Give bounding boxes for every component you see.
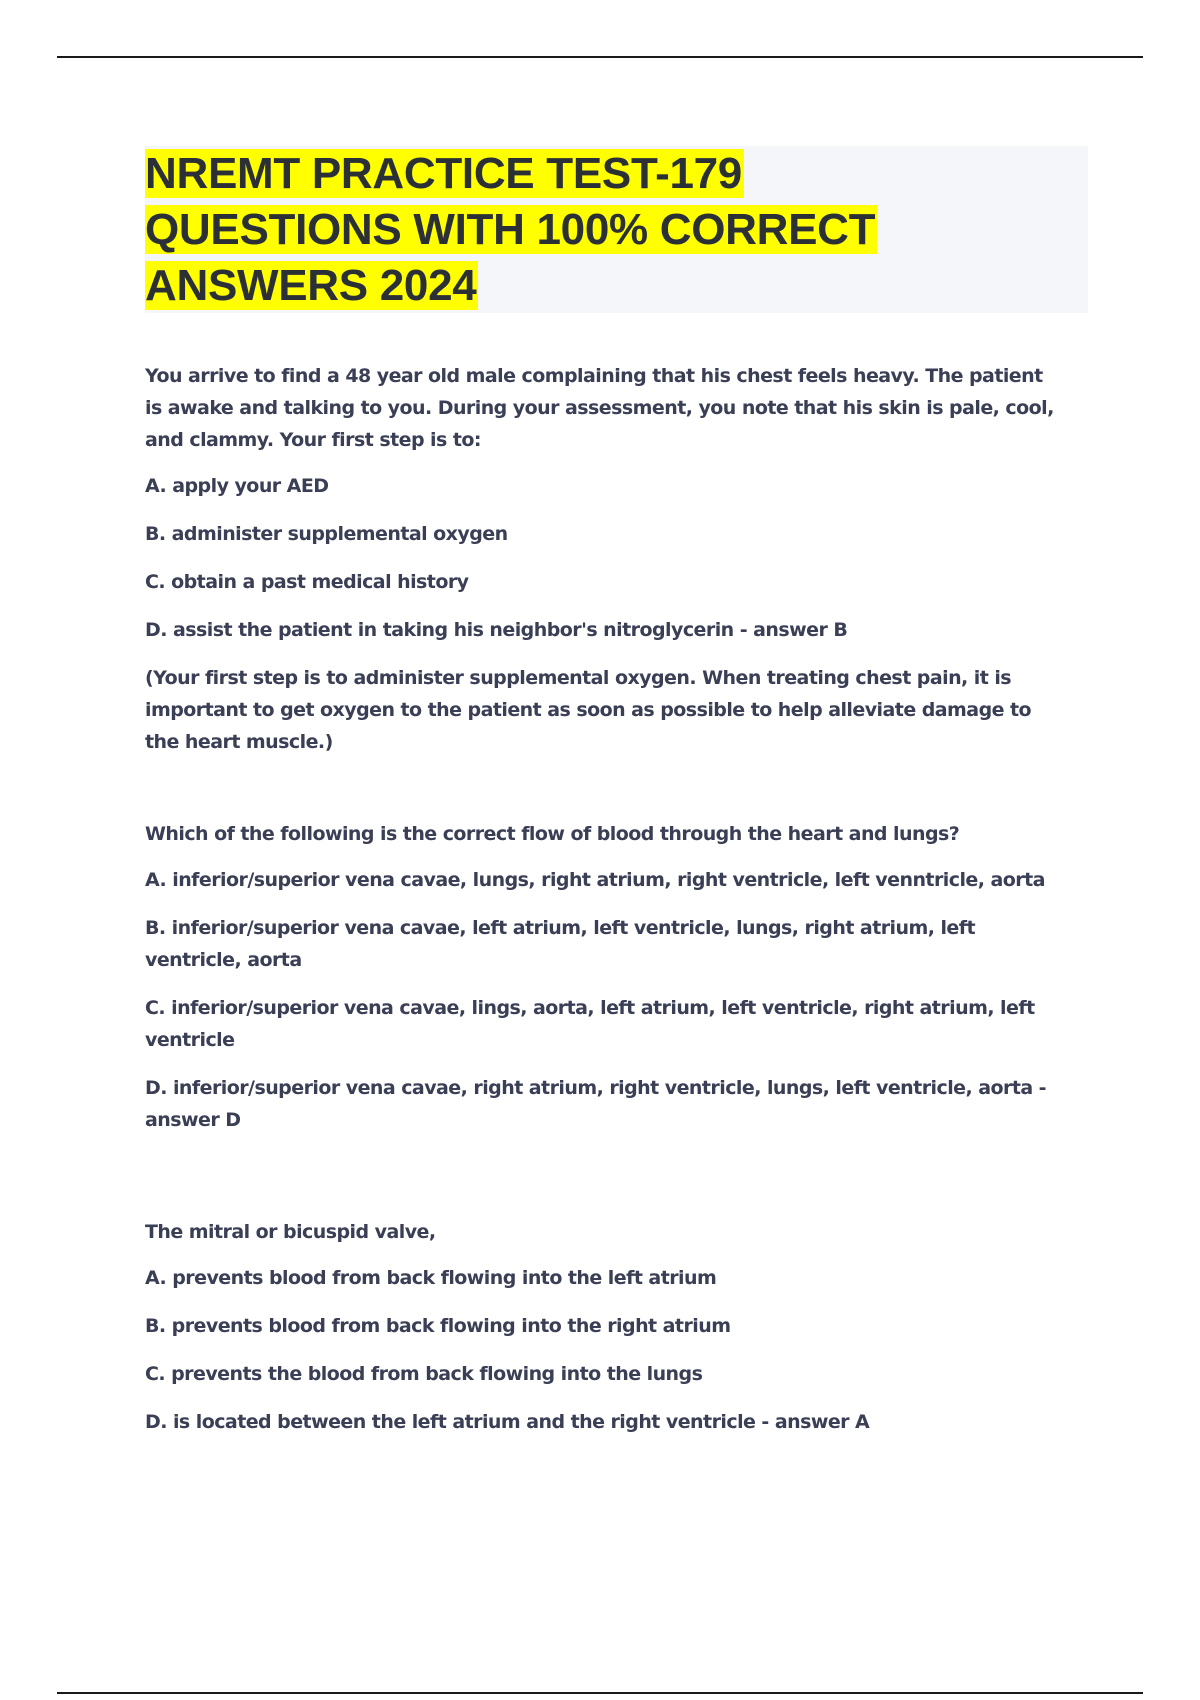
question-text: You arrive to find a 48 year old male complaining that his chest feels heavy. The patient is awake and talking to you. During your assessment, you note that his skin is pale, cool, and clammy. Your first step is to: (145, 365, 1054, 451)
spacer (145, 1152, 1065, 1216)
title-line-3: ANSWERS 2024 (145, 261, 477, 310)
question-3 (145, 1216, 1065, 1438)
option-c: C. inferior/superior vena cavae, lings, aorta, left atrium, left ventricle, right atrium, left ventricle (145, 997, 1035, 1051)
option-d: D. inferior/superior vena cavae, right atrium, right ventricle, lungs, left ventricle, aorta - answer D (145, 1077, 1047, 1131)
question-text: The mitral or bicuspid valve, (145, 1221, 436, 1243)
answer-explanation: (Your first step is to administer supplemental oxygen. When treating chest pain, it is important to get oxygen to the patient as soon as possible to help alleviate damage to the heart muscle.) (145, 667, 1032, 753)
footer-rule (57, 1692, 1143, 1694)
option-d: D. is located between the left atrium and the right ventricle - answer A (145, 1411, 870, 1433)
option-b: B. prevents blood from back flowing into the right atrium (145, 1315, 731, 1337)
title-line-2: QUESTIONS WITH 100% CORRECT (145, 205, 876, 254)
option-d: D. assist the patient in taking his neighbor's nitroglycerin - answer B (145, 619, 848, 641)
question-2 (145, 818, 1065, 1136)
option-a: A. inferior/superior vena cavae, lungs, right atrium, right ventricle, left venntricle, aorta (145, 869, 1045, 891)
question-1 (145, 360, 1065, 758)
title-line-1: NREMT PRACTICE TEST-179 (145, 149, 742, 198)
option-b: B. administer supplemental oxygen (145, 523, 508, 545)
document-body (145, 360, 1065, 1454)
option-b: B. inferior/superior vena cavae, left atrium, left ventricle, lungs, right atrium, left ventricle, aorta (145, 917, 976, 971)
option-c: C. prevents the blood from back flowing into the lungs (145, 1363, 703, 1385)
title-box (145, 146, 1088, 313)
option-c: C. obtain a past medical history (145, 571, 469, 593)
question-text: Which of the following is the correct flow of blood through the heart and lungs? (145, 823, 960, 845)
option-a: A. apply your AED (145, 475, 329, 497)
document-title (145, 146, 1088, 314)
spacer (145, 758, 1065, 818)
header-rule (57, 56, 1143, 58)
option-a: A. prevents blood from back flowing into the left atrium (145, 1267, 717, 1289)
